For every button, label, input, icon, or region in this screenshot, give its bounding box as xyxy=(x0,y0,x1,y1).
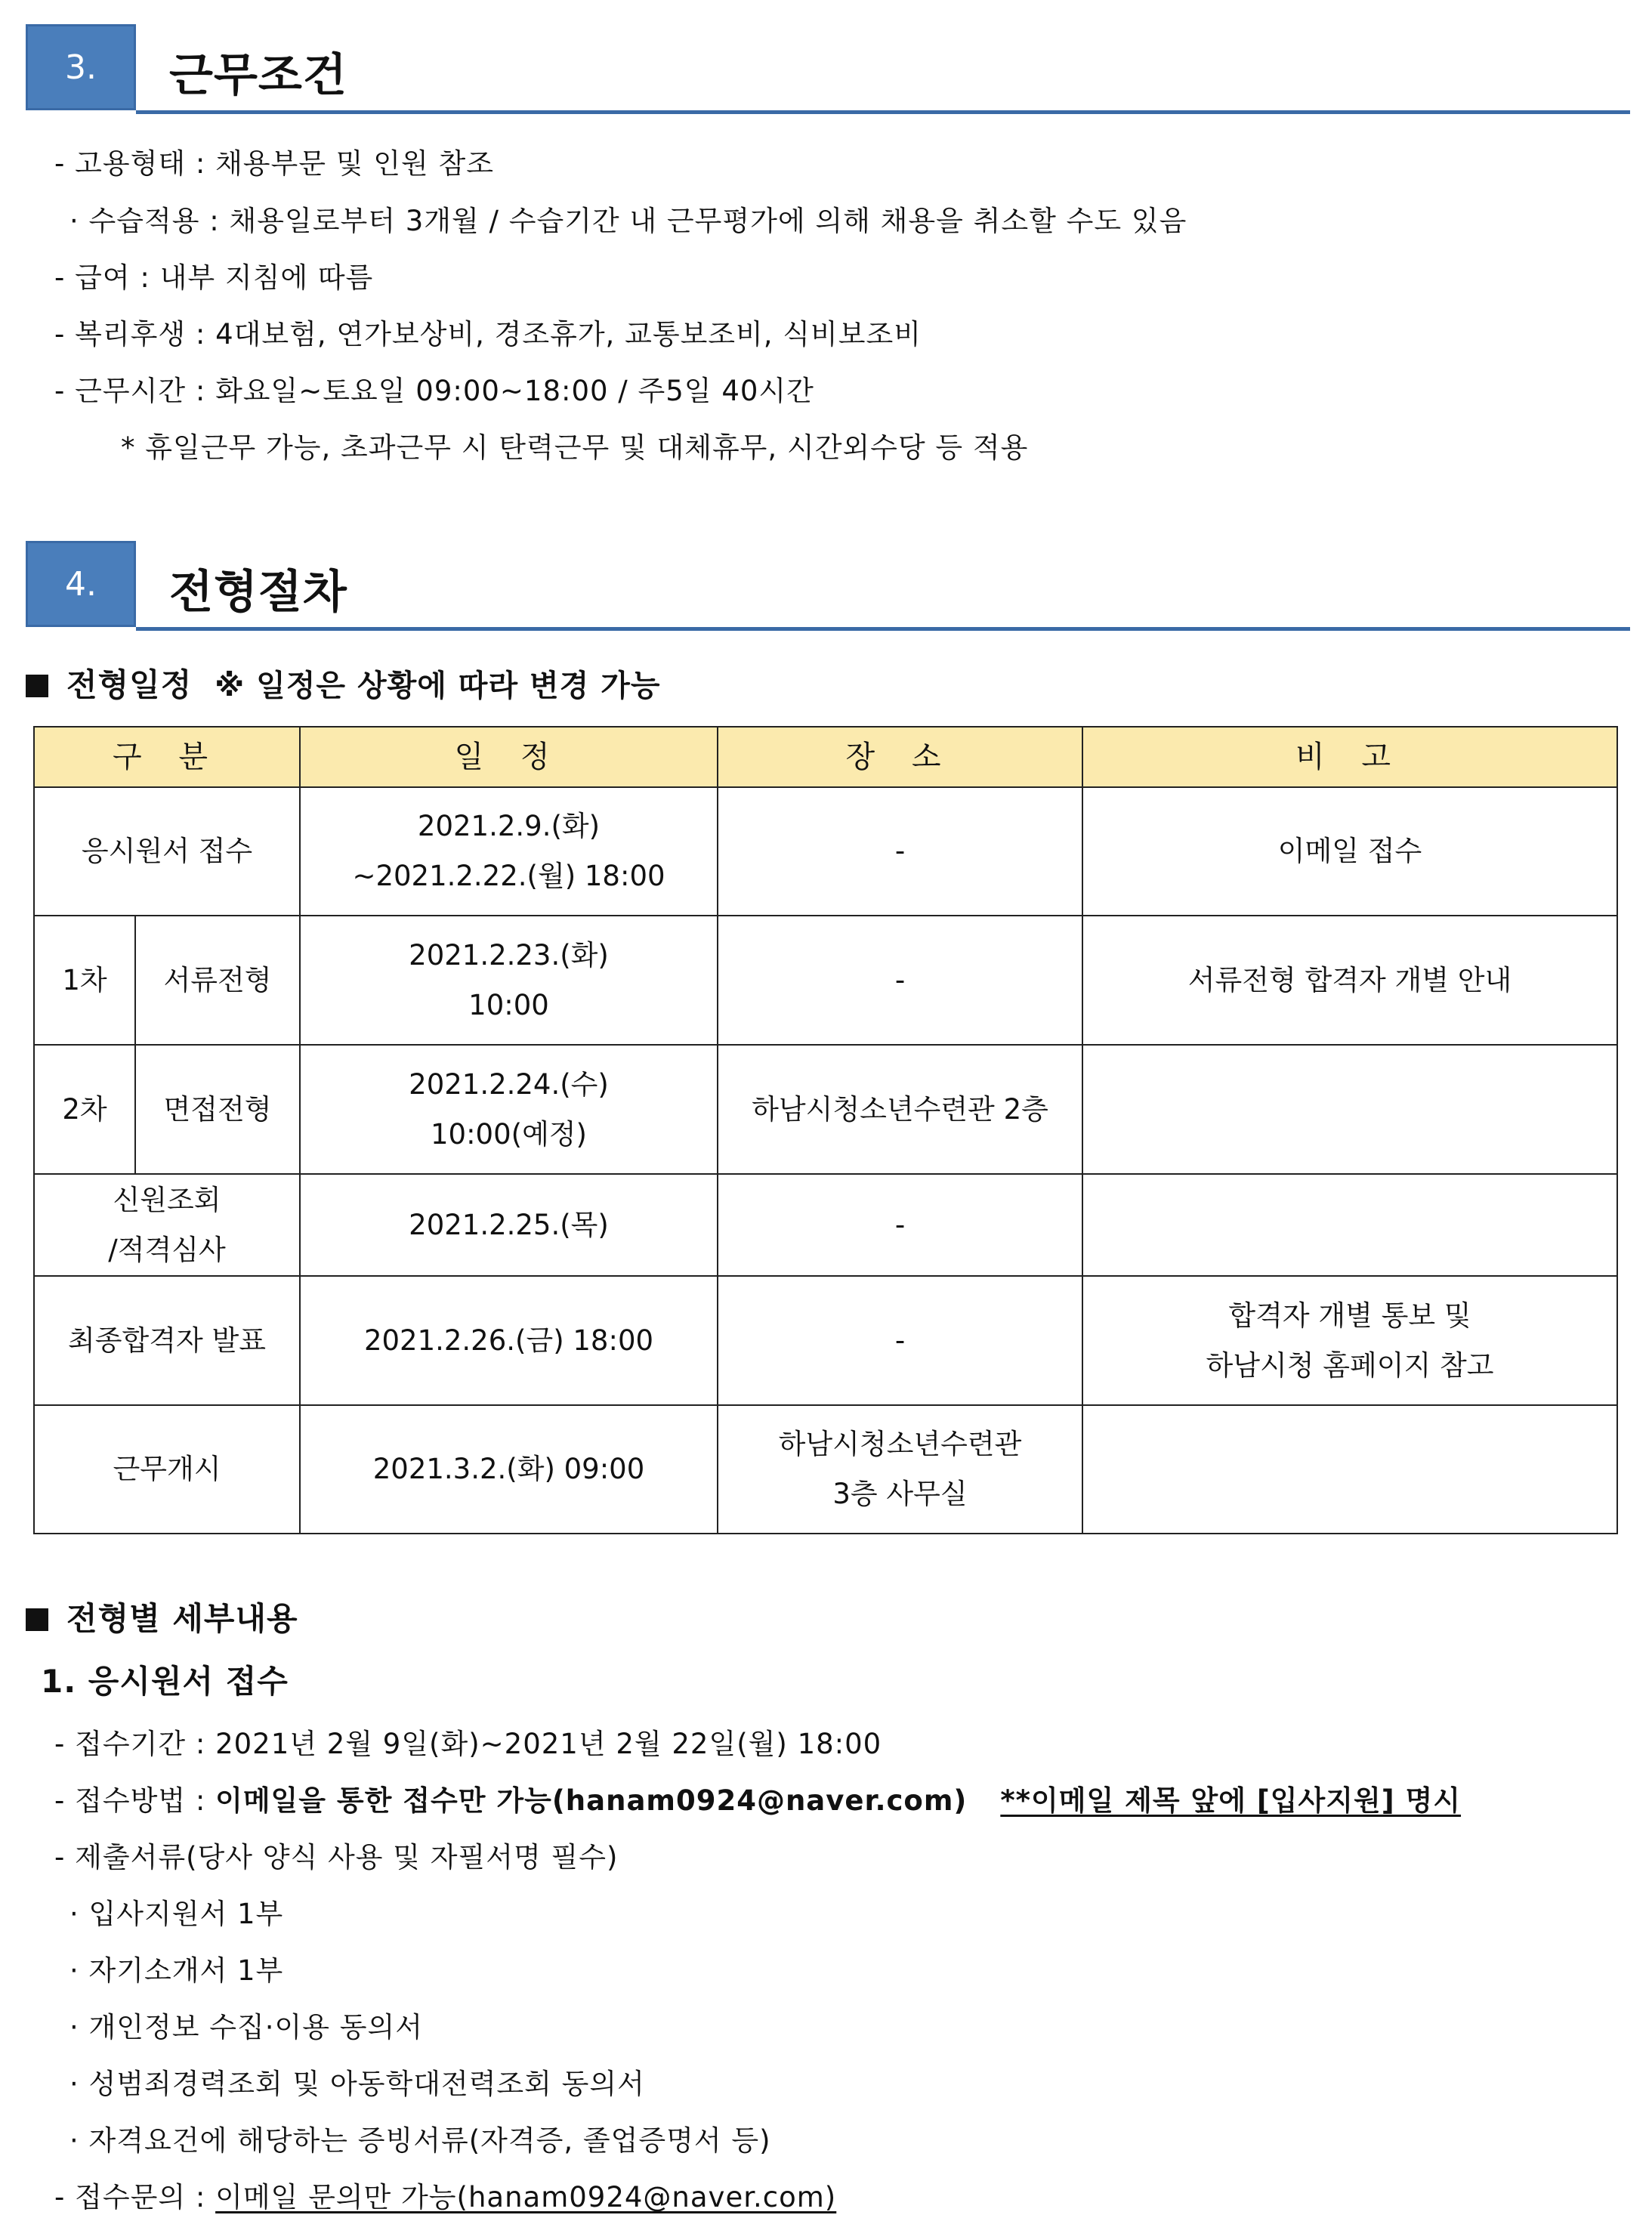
row-date: 2021.2.24.(수) 10:00(예정) xyxy=(300,1045,718,1174)
row-label: 신원조회 /적격심사 xyxy=(34,1174,300,1276)
email-only-notice: 이메일을 통한 접수만 가능 xyxy=(215,1784,552,1817)
documents-title: - 제출서류(당사 양식 사용 및 자필서명 필수) xyxy=(54,1841,619,1874)
row-date: 2021.2.25.(목) xyxy=(300,1174,718,1276)
row-note: 서류전형 합격자 개별 안내 xyxy=(1082,916,1617,1045)
row-place: 하남시청소년수련관 2층 xyxy=(718,1045,1082,1174)
table-row xyxy=(34,787,1617,916)
document-item: · 자격요건에 해당하는 증빙서류(자격증, 졸업증명서 등) xyxy=(69,2124,771,2157)
table-header-row xyxy=(34,727,1617,787)
table-row xyxy=(34,1045,1617,1174)
row-stage: 2차 xyxy=(34,1045,135,1174)
row-label: 응시원서 접수 xyxy=(34,787,300,916)
row-label: 면접전형 xyxy=(135,1045,300,1174)
document-item: · 입사지원서 1부 xyxy=(69,1898,284,1930)
table-row xyxy=(34,1405,1617,1534)
header-place: 장 소 xyxy=(718,727,1082,787)
square-bullet-icon xyxy=(26,1608,48,1631)
schedule-heading xyxy=(26,660,661,706)
probation-line: · 수습적용 : 채용일로부터 3개월 / 수습기간 내 근무평가에 의해 채용을 취소할 수도 있음 xyxy=(69,205,1187,237)
table-row xyxy=(34,916,1617,1045)
application-email: (hanam0924@naver.com) xyxy=(551,1784,968,1817)
row-note: 합격자 개별 통보 및 하남시청 홈페이지 참고 xyxy=(1082,1276,1617,1405)
section-4-underline xyxy=(136,627,1630,631)
schedule-note: ※ 일정은 상황에 따라 변경 가능 xyxy=(215,669,661,703)
row-label: 서류전형 xyxy=(135,916,300,1045)
inquiry-line: - 접수문의 : 이메일 문의만 가능(hanam0924@naver.com) xyxy=(54,2181,837,2213)
row-place: - xyxy=(718,916,1082,1045)
inquiry-email-link[interactable]: 이메일 문의만 가능(hanam0924@naver.com) xyxy=(215,2181,837,2213)
table-row xyxy=(34,1276,1617,1405)
salary-line: - 급여 : 내부 지침에 따름 xyxy=(54,261,374,294)
row-stage: 1차 xyxy=(34,916,135,1045)
section-4-header xyxy=(26,541,1630,632)
row-place: - xyxy=(718,1174,1082,1276)
square-bullet-icon xyxy=(26,675,48,697)
row-note xyxy=(1082,1405,1617,1534)
row-place: - xyxy=(718,1276,1082,1405)
section-3-header xyxy=(26,24,1630,115)
row-note xyxy=(1082,1174,1617,1276)
row-date: 2021.3.2.(화) 09:00 xyxy=(300,1405,718,1534)
row-note xyxy=(1082,1045,1617,1174)
header-note: 비 고 xyxy=(1082,727,1617,787)
employment-type-line: - 고용형태 : 채용부문 및 인원 참조 xyxy=(54,147,495,180)
header-category: 구 분 xyxy=(34,727,300,787)
document-item: · 성범죄경력조회 및 아동학대전력조회 동의서 xyxy=(69,2068,645,2100)
row-date: 2021.2.9.(화) ~2021.2.22.(월) 18:00 xyxy=(300,787,718,916)
section-3-underline xyxy=(136,110,1630,114)
document-item: · 개인정보 수집·이용 동의서 xyxy=(69,2011,423,2043)
row-note: 이메일 접수 xyxy=(1082,787,1617,916)
application-period-line: - 접수기간 : 2021년 2월 9일(화)~2021년 2월 22일(월) 18:00 xyxy=(54,1728,882,1760)
row-label: 최종합격자 발표 xyxy=(34,1276,300,1405)
header-date: 일 정 xyxy=(300,727,718,787)
section-4-number: 4. xyxy=(26,541,136,627)
row-date: 2021.2.26.(금) 18:00 xyxy=(300,1276,718,1405)
section-3-number: 3. xyxy=(26,24,136,110)
application-method-line: - 접수방법 : 이메일을 통한 접수만 가능(hanam0924@naver.com) **이메일 제목 앞에 [입사지원] 명시 xyxy=(54,1784,1462,1817)
step-1-title: 1. 응시원서 접수 xyxy=(41,1663,289,1700)
section-3-title: 근무조건 xyxy=(169,49,347,102)
benefits-line: - 복리후생 : 4대보험, 연가보상비, 경조휴가, 교통보조비, 식비보조비 xyxy=(54,318,922,351)
email-subject-note: **이메일 제목 앞에 [입사지원] 명시 xyxy=(1000,1784,1462,1817)
table-row xyxy=(34,1174,1617,1276)
schedule-heading-label: 전형일정 xyxy=(66,666,193,703)
section-4-title: 전형절차 xyxy=(169,566,347,619)
working-hours-line: - 근무시간 : 화요일~토요일 09:00~18:00 / 주5일 40시간 xyxy=(54,375,814,407)
row-date: 2021.2.23.(화) 10:00 xyxy=(300,916,718,1045)
row-label: 근무개시 xyxy=(34,1405,300,1534)
document-item: · 자기소개서 1부 xyxy=(69,1954,284,1987)
row-place: 하남시청소년수련관 3층 사무실 xyxy=(718,1405,1082,1534)
holiday-work-note: * 휴일근무 가능, 초과근무 시 탄력근무 및 대체휴무, 시간외수당 등 적용 xyxy=(121,431,1029,464)
details-heading: 전형별 세부내용 xyxy=(26,1594,298,1639)
schedule-table xyxy=(33,726,1618,1534)
row-place: - xyxy=(718,787,1082,916)
